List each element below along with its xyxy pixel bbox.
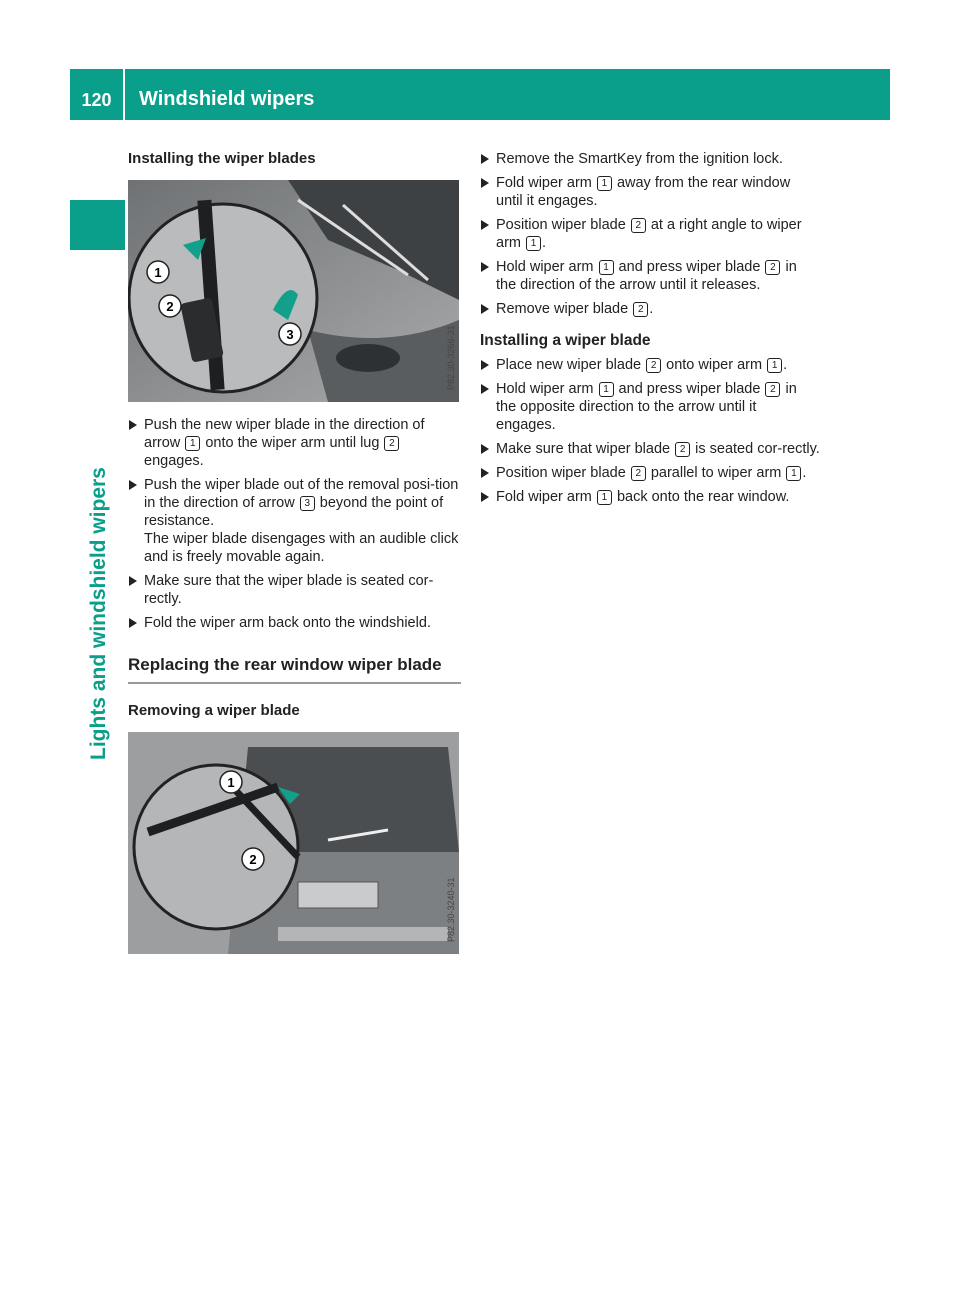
callout-number: 1 [597,490,612,505]
callout-number: 2 [675,442,690,457]
list-item: Fold wiper arm 1 away from the rear window until it engages. [480,174,820,210]
figure-windshield-wiper [128,180,459,402]
list-item: Remove wiper blade 2 . [480,300,820,318]
section-title-rear-wiper: Replacing the rear window wiper blade [128,656,461,684]
callout-number: 1 [597,176,612,191]
page-header [70,69,890,120]
callout-number: 1 [599,260,614,275]
list-item: Hold wiper arm 1 and press wiper blade 2 in the opposite direction to the arrow until it engages. [480,380,820,434]
fig2-code: P82.30-3240-31 [446,877,456,942]
page-number: 120 [70,69,125,120]
side-tab [70,200,125,250]
side-chapter-label: Lights and windshield wipers [87,467,110,760]
steps-installing-blades [128,416,461,632]
fig1-label-2: 2 [166,299,174,314]
callout-number: 2 [765,260,780,275]
list-item: Place new wiper blade 2 onto wiper arm 1 . [480,356,820,374]
fig1-label-3: 3 [286,327,294,342]
callout-number: 1 [599,382,614,397]
list-item: Position wiper blade 2 parallel to wiper arm 1 . [480,464,820,482]
sub-heading-installing-blade: Installing a wiper blade [480,332,651,349]
callout-number: 1 [767,358,782,373]
fig1-code: P82.30-3266-31 [446,325,456,390]
callout-number: 2 [633,302,648,317]
fig2-label-1: 1 [227,775,235,790]
list-item: Push the wiper blade out of the removal posi-tion in the direction of arrow 3 beyond the point of resistance. The wiper blade disengages with an audible click and is freely movable again. [128,476,461,566]
list-item: Make sure that wiper blade 2 is seated cor-rectly. [480,440,820,458]
list-item: Push the new wiper blade in the direction of arrow 1 onto the wiper arm until lug 2 engages. [128,416,461,470]
list-item: Fold wiper arm 1 back onto the rear window. [480,488,820,506]
steps-removing-blade [480,150,820,318]
callout-number: 2 [765,382,780,397]
left-column [128,150,461,968]
list-item: Fold the wiper arm back onto the windshield. [128,614,461,632]
figure-rear-wiper [128,732,459,954]
fig2-label-2: 2 [249,852,257,867]
callout-number: 2 [631,466,646,481]
list-item: Position wiper blade 2 at a right angle to wiper arm 1 . [480,216,820,252]
callout-number: 2 [646,358,661,373]
list-item: Hold wiper arm 1 and press wiper blade 2 in the direction of the arrow until it releases. [480,258,820,294]
chapter-title: Windshield wipers [139,88,315,110]
rear-wiper-illustration [128,732,459,954]
list-item: Make sure that the wiper blade is seated cor-rectly. [128,572,461,608]
callout-number: 1 [526,236,541,251]
callout-number: 3 [300,496,315,511]
callout-number: 2 [384,436,399,451]
callout-number: 1 [786,466,801,481]
callout-number: 2 [631,218,646,233]
steps-installing-blade [480,356,820,506]
fig1-label-1: 1 [154,265,162,280]
step-note: The wiper blade disengages with an audible click and is freely movable again. [144,531,459,565]
list-item: Remove the SmartKey from the ignition lock. [480,150,820,168]
windshield-wiper-illustration [128,180,459,402]
right-column [480,150,820,512]
sub-heading-removing-blade: Removing a wiper blade [128,702,300,719]
callout-number: 1 [185,436,200,451]
section-heading-installing-blades: Installing the wiper blades [128,150,316,167]
